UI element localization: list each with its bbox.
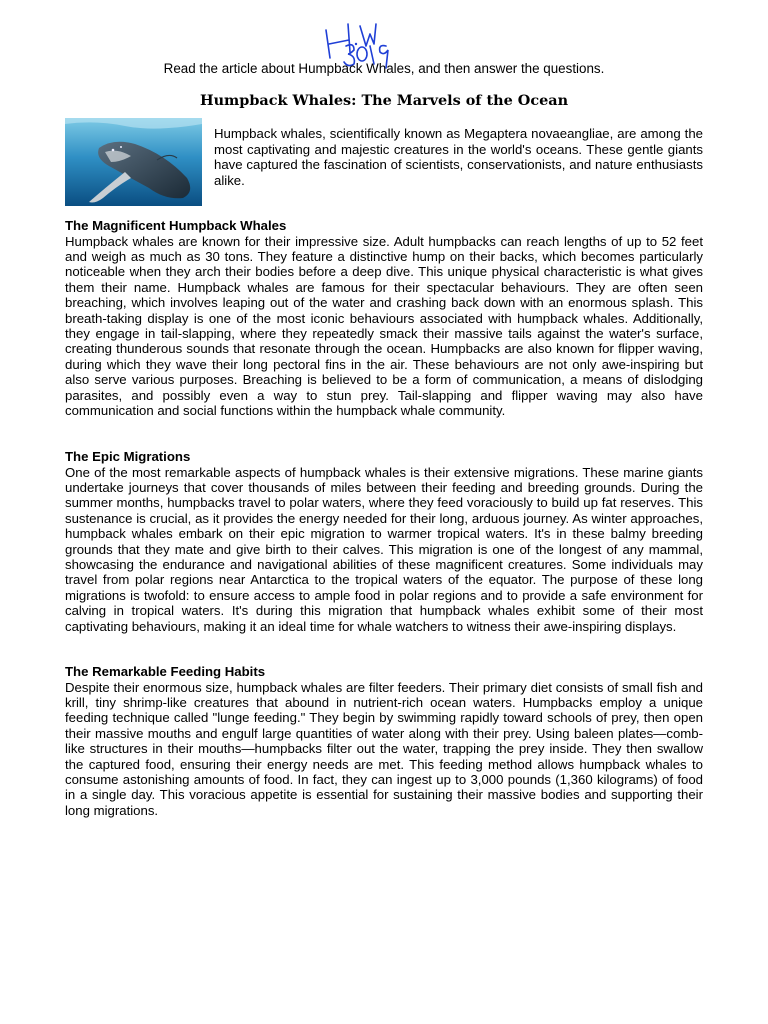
section-epic-migrations	[65, 449, 703, 634]
instruction-text: Read the article about Humpback Whales, and then answer the questions.	[163, 61, 605, 76]
section-body: Humpback whales are known for their impressive size. Adult humpbacks can reach lengths of up to 52 feet and weigh as much as 30 tons. They feature a distinctive hump on their backs, which becomes particularly noticeable when they arch their bodies before a deep dive. This unique physical characteristic is what gives them their name. Humpback whales are famous for their spectacular behaviours. They are often seen breaching, which involves leaping out of the water and crashing back down with an enormous splash. This breath-taking display is one of the most iconic behaviours associated with humpback whales. Additionally, they engage in tail-slapping, where they repeatedly smack their massive tails against the water's surface, creating thunderous sounds that resonate through the ocean. Humpbacks are also known for flipper waving, during which they wave their long pectoral fins in the air. These behaviours are not only awe-inspiring but also serve various purposes. Breaching is believed to be a form of communication, a means of dislodging parasites, and possibly even a way to stun prey. Tail-slapping and flipper waving may also have communication and social functions within the humpback whale community.	[65, 233, 703, 419]
humpback-whale-photo	[65, 118, 202, 206]
section-heading: The Remarkable Feeding Habits	[65, 664, 266, 679]
section-body: One of the most remarkable aspects of humpback whales is their extensive migrations. These marine giants undertake journeys that cover thousands of miles between their feeding and breeding grounds. During the summer months, humpbacks travel to polar waters, where they feed voraciously to build up fat reserves. This sustenance is crucial, as it provides the energy needed for their long, arduous journey. As winter approaches, humpback whales embark on their epic migration to warmer tropical waters. It's in these balmy breeding grounds that they mate and give birth to their calves. This migration is one of the longest of any mammal, showcasing the endurance and navigational abilities of these magnificent creatures. Some individuals may travel from polar regions near Antarctica to the tropical waters of the equator. The purpose of these long migrations is twofold: to ensure access to ample food in polar regions and to provide a safe environment for calving in tropical waters. It's during this migration that humpback whales exhibit some of their most captivating behaviours, making it an ideal time for whale watchers to witness their awe-inspiring displays.	[65, 464, 703, 634]
section-magnificent-humpback-whales	[65, 218, 703, 419]
article-title: Humpback Whales: The Marvels of the Ocean	[199, 92, 569, 109]
section-feeding-habits	[65, 664, 703, 818]
section-body: Despite their enormous size, humpback whales are filter feeders. Their primary diet consists of small fish and krill, tiny shrimp-like creatures that abound in nutrient-rich ocean waters. Humpbacks employ a unique feeding technique called "lunge feeding." They begin by swimming rapidly toward schools of prey, then open their massive mouths and engulf large quantities of water along with their prey. Using baleen plates—comb-like structures in their mouths—humpbacks filter out the water, trapping the prey inside. They then swallow the captured food, ensuring their energy needs are met. This feeding method allows humpback whales to consume astonishing amounts of food. In fact, they can ingest up to 3,000 pounds (1,360 kilograms) of food in a single day. This voracious appetite is essential for sustaining their massive bodies and supporting their long migrations.	[65, 679, 703, 818]
section-heading: The Epic Migrations	[65, 449, 191, 464]
section-heading: The Magnificent Humpback Whales	[65, 218, 287, 233]
intro-paragraph: Humpback whales, scientifically known as Megaptera novaeangliae, are among the most captivating and majestic creatures in the world's oceans. These gentle giants have captured the fascination of scientists, conservationists, and nature enthusiasts alike.	[214, 126, 703, 188]
